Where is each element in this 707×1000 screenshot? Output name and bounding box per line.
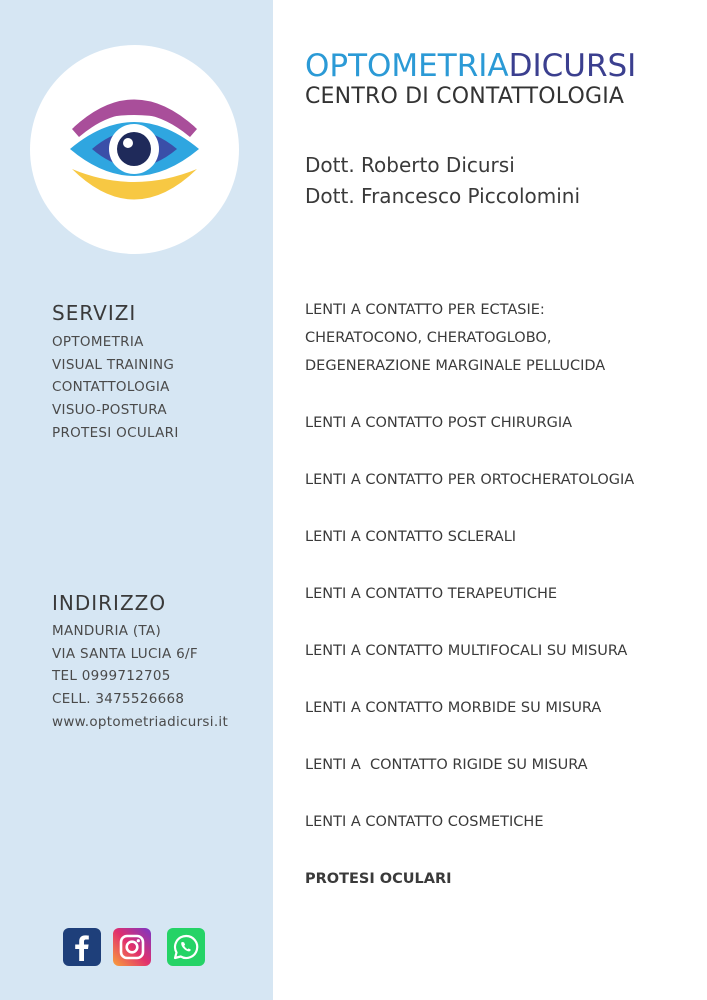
servizi-item: OPTOMETRIA [52, 334, 144, 350]
instagram-icon[interactable] [113, 928, 151, 966]
service-item [305, 409, 572, 437]
eye-logo-icon [30, 45, 239, 254]
doctors-list [305, 150, 580, 212]
service-item [305, 865, 452, 893]
brand-subtitle: CENTRO DI CONTATTOLOGIA [305, 84, 625, 109]
service-item [305, 751, 588, 779]
website-link[interactable]: www.optometriadicursi.it [52, 713, 229, 730]
service-line: LENTI A CONTATTO PER ORTOCHERATOLOGIA [305, 472, 635, 488]
servizi-list [52, 331, 179, 444]
mobile-line: CELL. 3475526668 [52, 691, 185, 708]
service-item [305, 637, 627, 665]
logo [30, 45, 239, 254]
service-line: LENTI A CONTATTO COSMETICHE [305, 814, 544, 830]
service-line: LENTI A CONTATTO POST CHIRURGIA [305, 415, 573, 431]
service-line: DEGENERAZIONE MARGINALE PELLUCIDA [305, 358, 606, 374]
service-item [305, 694, 601, 722]
phone-line: TEL 0999712705 [52, 668, 171, 685]
indirizzo-heading: INDIRIZZO [52, 591, 167, 615]
service-item [305, 580, 557, 608]
service-line: PROTESI OCULARI [305, 871, 452, 887]
doctor-name: Dott. Francesco Piccolomini [305, 184, 581, 208]
servizi-item: VISUAL TRAINING [52, 356, 175, 373]
servizi-item: PROTESI OCULARI [52, 424, 179, 441]
service-line: LENTI A CONTATTO RIGIDE SU MISURA [305, 757, 588, 773]
service-line: LENTI A CONTATTO PER ECTASIE: [305, 302, 545, 318]
service-line: LENTI A CONTATTO MORBIDE SU MISURA [305, 700, 602, 716]
service-item [305, 523, 516, 551]
service-item [305, 466, 634, 494]
brand-title [305, 48, 636, 84]
indirizzo-list [52, 620, 228, 733]
servizi-item: VISUO-POSTURA [52, 402, 167, 419]
service-item [305, 808, 544, 836]
service-line: LENTI A CONTATTO TERAPEUTICHE [305, 586, 558, 602]
service-item [305, 296, 605, 380]
whatsapp-icon[interactable] [167, 928, 205, 966]
facebook-icon[interactable] [63, 928, 101, 966]
address-line: VIA SANTA LUCIA 6/F [52, 645, 198, 662]
servizi-item: CONTATTOLOGIA [52, 379, 170, 396]
servizi-heading: SERVIZI [52, 301, 137, 325]
service-line: CHERATOCONO, CHERATOGLOBO, [305, 330, 552, 346]
service-line: LENTI A CONTATTO MULTIFOCALI SU MISURA [305, 643, 628, 659]
address-line: MANDURIA (TA) [52, 623, 162, 639]
brand-part2: DICURSI [508, 48, 637, 84]
service-line: LENTI A CONTATTO SCLERALI [305, 529, 517, 545]
doctor-name: Dott. Roberto Dicursi [305, 153, 515, 177]
brand-part1: OPTOMETRIA [305, 48, 509, 84]
